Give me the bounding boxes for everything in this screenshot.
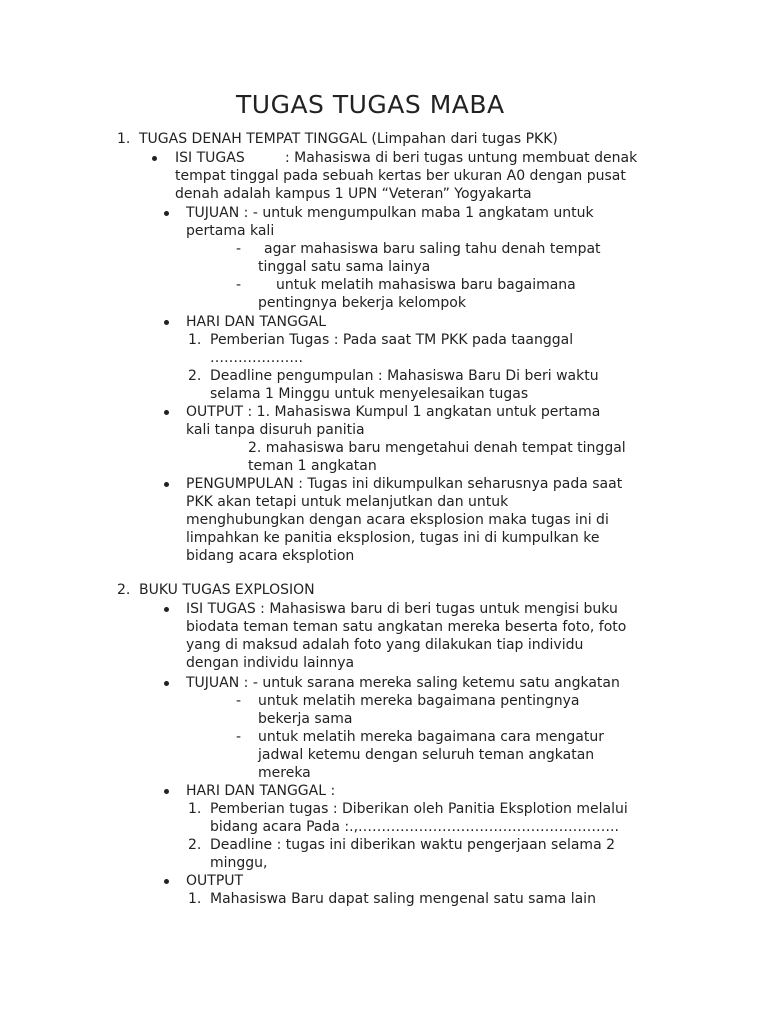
- tujuan-item-line: bekerja sama: [258, 711, 353, 727]
- bullet-icon: [164, 320, 169, 325]
- bullet-icon: [164, 607, 169, 612]
- isi-tugas-line: yang di maksud adalah foto yang dilakukan tiap individu: [186, 637, 584, 653]
- dash-icon: -: [236, 241, 242, 257]
- output-item-line: Mahasiswa Baru dapat saling mengenal satu sama lain: [210, 891, 596, 907]
- tujuan-item-line: jadwal ketemu dengan seluruh teman angkatan: [258, 747, 595, 763]
- pengumpulan-line: limpahkan ke panitia eksplosion, tugas ini di kumpulkan ke: [186, 530, 600, 546]
- isi-tugas-label: ISI TUGAS: [175, 150, 245, 166]
- bullet-icon: [152, 156, 157, 161]
- hari-item-line: Pemberian Tugas : Pada saat TM PKK pada taanggal: [210, 332, 574, 348]
- isi-tugas-line: biodata teman teman satu angkatan mereka beserta foto, foto: [186, 619, 627, 635]
- output-line: kali tanpa disuruh panitia: [186, 422, 365, 438]
- bullet-icon: [164, 211, 169, 216]
- output-line: OUTPUT : 1. Mahasiswa Kumpul 1 angkatan untuk pertama: [186, 404, 601, 420]
- tujuan-item-line: untuk melatih mereka bagaimana cara mengatur: [258, 729, 605, 745]
- bullet-icon: [164, 789, 169, 794]
- tujuan-item-line: pentingnya bekerja kelompok: [258, 295, 466, 311]
- section-2-number: 2.: [117, 582, 131, 598]
- hari-item-number: 1.: [188, 332, 202, 348]
- isi-tugas-line: dengan individu lainnya: [186, 655, 355, 671]
- section-1-number: 1.: [117, 131, 131, 147]
- pengumpulan-line: PKK akan tetapi untuk melanjutkan dan untuk: [186, 494, 509, 510]
- tujuan-item-line: mereka: [258, 765, 311, 781]
- pengumpulan-line: menghubungkan dengan acara eksplosion maka tugas ini di: [186, 512, 609, 528]
- tujuan-line: pertama kali: [186, 223, 275, 239]
- bullet-icon: [164, 879, 169, 884]
- bullet-icon: [164, 681, 169, 686]
- output-label: OUTPUT: [186, 873, 244, 889]
- tujuan-item-line: agar mahasiswa baru saling tahu denah tempat: [264, 241, 601, 257]
- isi-tugas-line: tempat tinggal pada sebuah kertas ber ukuran A0 dengan pusat: [175, 168, 626, 184]
- hari-item-line: selama 1 Minggu untuk menyelesaikan tugas: [210, 386, 529, 402]
- hari-item-line: bidang acara Pada :.,………………………………………………..: [210, 819, 619, 835]
- page-title: TUGAS TUGAS MABA: [236, 90, 505, 119]
- isi-tugas-line: denah adalah kampus 1 UPN “Veteran” Yogyakarta: [175, 186, 532, 202]
- hari-item-line: minggu,: [210, 855, 268, 871]
- hari-item-number: 2.: [188, 368, 202, 384]
- output-item-line: teman 1 angkatan: [248, 458, 377, 474]
- hari-item-line: Deadline : tugas ini diberikan waktu pengerjaan selama 2: [210, 837, 616, 853]
- hari-label: HARI DAN TANGGAL :: [186, 783, 336, 799]
- dash-icon: -: [236, 729, 242, 745]
- tujuan-line: TUJUAN : - untuk sarana mereka saling ketemu satu angkatan: [186, 675, 620, 691]
- tujuan-item-line: untuk melatih mereka bagaimana pentingnya: [258, 693, 580, 709]
- tujuan-item-line: tinggal satu sama lainya: [258, 259, 431, 275]
- pengumpulan-line: PENGUMPULAN : Tugas ini dikumpulkan seharusnya pada saat: [186, 476, 623, 492]
- tujuan-line: TUJUAN : - untuk mengumpulkan maba 1 angkatam untuk: [186, 205, 594, 221]
- section-1-heading: TUGAS DENAH TEMPAT TINGGAL (Limpahan dari tugas PKK): [139, 131, 558, 147]
- hari-item-number: 2.: [188, 837, 202, 853]
- bullet-icon: [164, 410, 169, 415]
- isi-tugas-line: ISI TUGAS : Mahasiswa baru di beri tugas untuk mengisi buku: [186, 601, 618, 617]
- bullet-icon: [164, 482, 169, 487]
- dash-icon: -: [236, 277, 242, 293]
- section-2-heading: BUKU TUGAS EXPLOSION: [139, 582, 315, 598]
- hari-label: HARI DAN TANGGAL: [186, 314, 327, 330]
- isi-tugas-line: : Mahasiswa di beri tugas untung membuat denak: [285, 150, 638, 166]
- hari-item-line: Pemberian tugas : Diberikan oleh Panitia Eksplotion melalui: [210, 801, 628, 817]
- pengumpulan-line: bidang acara eksplotion: [186, 548, 355, 564]
- dash-icon: -: [236, 693, 242, 709]
- hari-item-number: 1.: [188, 801, 202, 817]
- output-item-line: 2. mahasiswa baru mengetahui denah tempat tinggal: [248, 440, 626, 456]
- hari-item-line: Deadline pengumpulan : Mahasiswa Baru Di beri waktu: [210, 368, 599, 384]
- output-item-number: 1.: [188, 891, 202, 907]
- hari-item-line: ………………..: [210, 350, 303, 366]
- tujuan-item-line: untuk melatih mahasiswa baru bagaimana: [276, 277, 576, 293]
